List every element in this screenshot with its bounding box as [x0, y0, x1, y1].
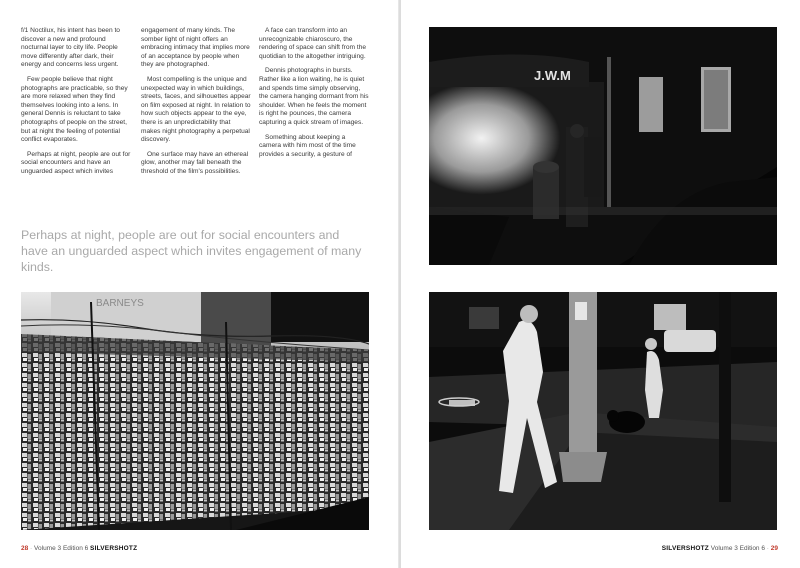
text-column-3	[259, 27, 369, 165]
paragraph: One surface may have an ethereal glow, another may fall beneath the threshold of the film's possibilities.	[141, 150, 249, 175]
paragraph: Most compelling is the unique and unexpected way in which buildings, streets, faces, and silhouettes appear on film exposed at night. In relation to how such objects appear to the eye, there is an unpredictability that makes night photography a perpetual discovery.	[141, 75, 251, 144]
edition-label: Volume 3 Edition 6	[710, 545, 765, 552]
photo-store-sign: J.W.M	[534, 68, 571, 83]
fence-image	[21, 292, 369, 530]
page-number: 28	[21, 545, 29, 552]
photo-building-sign: BARNEYS	[96, 298, 144, 309]
folio-left	[21, 545, 137, 552]
left-page	[0, 0, 399, 568]
photo-street-walker	[429, 292, 777, 530]
photo-storefront-night	[429, 27, 777, 265]
photo-memorial-fence	[21, 292, 369, 530]
paragraph: f/1 Noctilux, his intent has been to discover a new and profound nocturnal layer to city life. People move differently after dark, their energy and concerns less urgent.	[21, 27, 120, 69]
storefront-image	[429, 27, 777, 265]
paragraph: A face can transform into an unrecognizable chiaroscuro, the rendering of space can shift from the quotidian to the altogether intriguing.	[259, 27, 367, 60]
text-column-1	[21, 27, 131, 183]
right-page	[401, 0, 800, 568]
magazine-brand: SILVERSHOTZ	[661, 545, 709, 552]
magazine-brand: SILVERSHOTZ	[90, 545, 138, 552]
folio-separator: ·	[766, 545, 769, 552]
edition-label: Volume 3 Edition 6	[34, 545, 89, 552]
paragraph: Few people believe that night photographs are practicable, so they are more relaxed when they find themselves looking into a lens. In general Dennis is reluctant to take photographs of people on the street, but at night the feeling of potential conflict evaporates.	[21, 75, 128, 144]
paragraph: Something about keeping a camera with him most of the time provides a security, a gesture of	[259, 133, 356, 158]
folio-separator: ·	[30, 545, 33, 552]
paragraph: Dennis photographs in bursts. Rather like a lion waiting, he is quiet and spends time simply observing, the camera hanging dormant from his shoulder. When he feels the moment is right he pounces, the camera capturing a quick stream of images.	[259, 67, 369, 126]
page-number: 29	[770, 545, 778, 552]
paragraph: Perhaps at night, people are out for social encounters and have an unguarded aspect which invites	[21, 150, 131, 175]
pull-quote: Perhaps at night, people are out for social encounters and have an unguarded aspect which invites engagement of many kinds.	[21, 228, 362, 274]
text-column-2	[141, 27, 251, 183]
street-image	[429, 292, 777, 530]
folio-right	[662, 545, 778, 552]
paragraph: engagement of many kinds. The somber light of night offers an embracing intimacy that implies more of an acceptance by people when they are photographed.	[141, 27, 250, 69]
